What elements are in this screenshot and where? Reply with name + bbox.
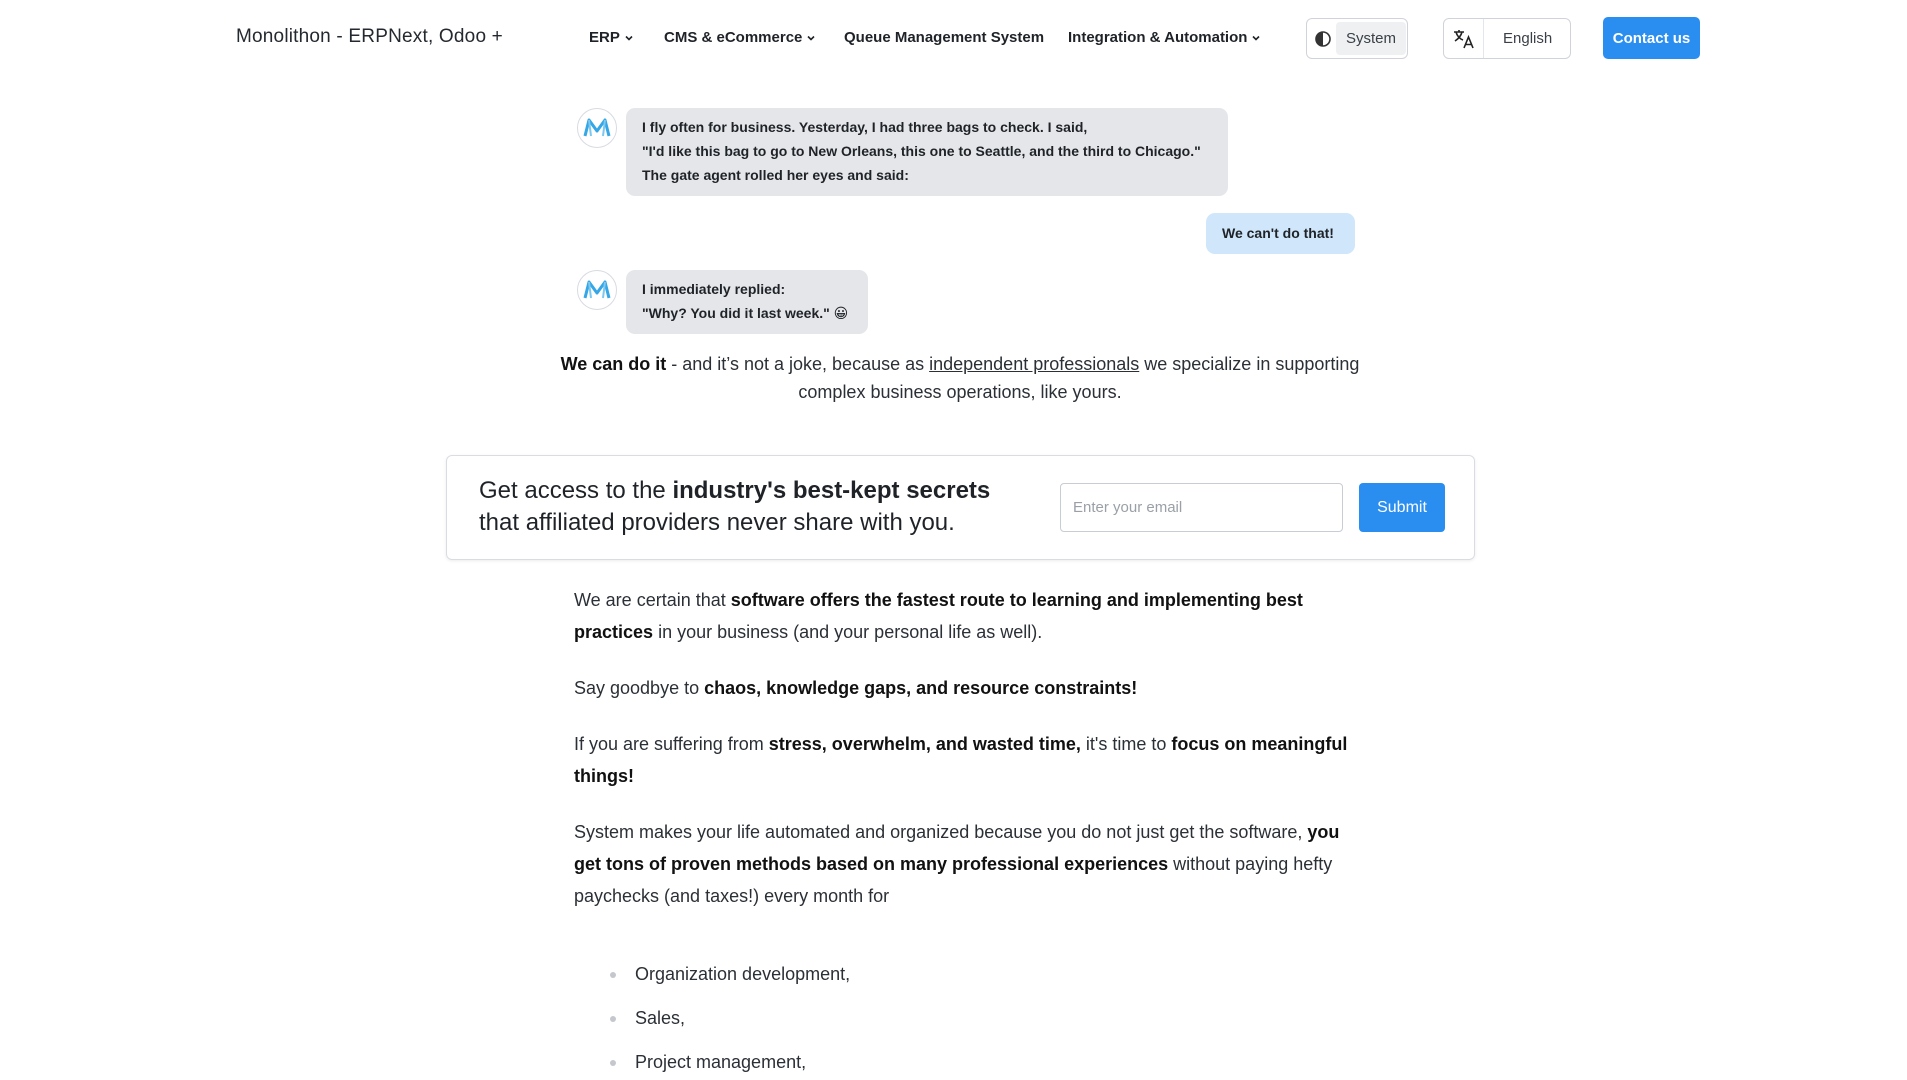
text-bold: stress, overwhelm, and wasted time, — [768, 734, 1081, 754]
chevron-down-icon — [624, 33, 634, 43]
nav-queue-label: Queue Management System — [844, 29, 1045, 46]
nav-erp[interactable] — [589, 29, 634, 46]
monolithon-logo-icon — [583, 118, 611, 138]
contrast-icon — [1314, 28, 1332, 50]
language-select[interactable] — [1443, 18, 1571, 59]
paragraph — [574, 584, 1354, 648]
intro-bold: We can do it — [560, 354, 667, 374]
chat-message-3 — [626, 270, 868, 334]
text: System makes your life automated and organized because you do not just get the software, — [574, 822, 1308, 842]
nav-queue-management[interactable] — [844, 29, 1044, 46]
text-bold: you get tons of proven methods based on many professional experiences — [574, 822, 1340, 874]
independent-professionals-link[interactable]: independent professionals — [929, 354, 1140, 374]
monolithon-logo-icon — [583, 280, 611, 300]
intro-text: - and it’s not a joke, because as — [666, 354, 930, 374]
email-input[interactable] — [1060, 483, 1343, 532]
pitch-text: Get access to the — [479, 477, 673, 504]
text: it's time to — [1080, 734, 1172, 754]
text-bold: focus on meaningful things! — [574, 734, 1348, 786]
submit-button[interactable]: Submit — [1359, 483, 1445, 532]
chat-line: The gate agent rolled her eyes and said: — [642, 167, 909, 183]
translate-icon — [1444, 19, 1484, 58]
text: Say goodbye to — [574, 678, 705, 698]
contact-us-button[interactable]: Contact us — [1603, 17, 1700, 59]
text-bold: chaos, knowledge gaps, and resource constraints! — [704, 678, 1138, 698]
site-header — [0, 0, 1907, 76]
avatar — [577, 270, 617, 310]
avatar — [577, 108, 617, 148]
chevron-down-icon — [1251, 33, 1261, 43]
text-bold: software offers the fastest route to learning and implementing best practices — [574, 590, 1303, 642]
text: without paying hefty paychecks (and taxes!) every month for — [574, 854, 1333, 906]
pitch-text: that affiliated providers never share with you. — [479, 509, 955, 536]
chat-line: "I'd like this bag to go to New Orleans, this one to Seattle, and the third to Chicago." — [642, 143, 1201, 159]
theme-toggle-label: System — [1336, 22, 1406, 55]
text: in your business (and your personal life as well). — [653, 622, 1043, 642]
chevron-down-icon — [806, 33, 816, 43]
text: If you are suffering from — [574, 734, 769, 754]
chat-message-2 — [1206, 213, 1355, 254]
nav-integration-automation[interactable] — [1068, 29, 1261, 46]
main-content — [574, 584, 1354, 936]
list-item: Sales, — [610, 1002, 850, 1046]
paragraph — [574, 816, 1354, 912]
nav-erp-label: ERP — [589, 29, 620, 46]
language-label: English — [1503, 30, 1553, 47]
newsletter-signup — [446, 455, 1475, 560]
text: We are certain that — [574, 590, 731, 610]
nav-integration-label: Integration & Automation — [1068, 29, 1248, 46]
list-item: Project management, — [610, 1046, 850, 1080]
pitch-bold: industry's best-kept secrets — [672, 477, 991, 504]
paragraph — [574, 672, 1354, 704]
chat-message-1 — [626, 108, 1228, 196]
intro-text: we specialize in supporting complex business operations, like yours. — [798, 354, 1360, 402]
chat-line: I immediately replied: — [642, 281, 786, 297]
chat-line: I fly often for business. Yesterday, I had three bags to check. I said, — [642, 119, 1088, 135]
chat-line: "Why? You did it last week." 😀 — [642, 305, 849, 321]
nav-cms-label: CMS & eCommerce — [664, 29, 803, 46]
chat-line: We can't do that! — [1222, 225, 1334, 241]
services-list — [610, 958, 850, 1080]
paragraph — [574, 728, 1354, 792]
intro-paragraph — [560, 350, 1360, 406]
newsletter-pitch — [479, 475, 990, 539]
theme-toggle[interactable] — [1306, 18, 1408, 59]
nav-cms-ecommerce[interactable] — [664, 29, 816, 46]
site-brand[interactable]: Monolithon - ERPNext, Odoo + — [236, 26, 503, 47]
list-item: Organization development, — [610, 958, 850, 1002]
